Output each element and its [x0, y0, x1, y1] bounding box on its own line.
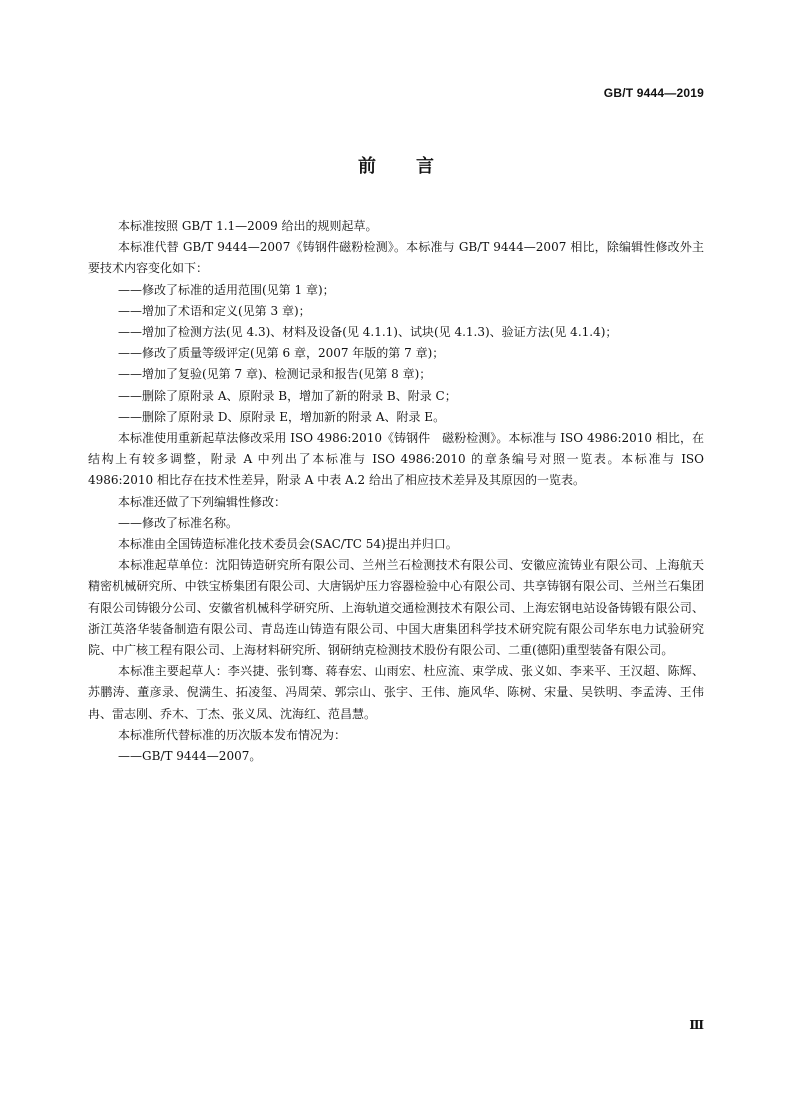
foreword-body [88, 216, 704, 767]
paragraph-history: 本标准所代替标准的历次版本发布情况为： [118, 727, 347, 742]
paragraph-iso-adoption: 本标准使用重新起草法修改采用 ISO 4986:2010《铸钢件 磁粉检测》。本标准与 ISO 4986:2010 相比，在结构上有较多调整，附录 A 中列出了本标准与 ISO 4986:2010 的章条编号对照一览表。本标准与 ISO 4986:2010 相比存在技术性差异，附录 A 中表 A.2 给出了相应技术差异及其原因的一览表。 [88, 431, 704, 488]
paragraph-committee: 本标准由全国铸造标准化技术委员会(SAC/TC 54)提出并归口。 [118, 537, 458, 552]
list-item: ——修改了标准的适用范围(见第 1 章)； [118, 282, 335, 297]
standard-code: GB/T 9444—2019 [603, 86, 704, 100]
page-number: Ⅲ [689, 1018, 704, 1032]
list-item: ——GB/T 9444—2007。 [118, 749, 262, 764]
paragraph-editorial: 本标准还做了下列编辑性修改： [118, 494, 287, 509]
list-item: ——修改了标准名称。 [118, 515, 239, 530]
list-item: ——删除了原附录 A、原附录 B，增加了新的附录 B、附录 C； [118, 388, 457, 403]
paragraph-drafting-units: 本标准起草单位：沈阳铸造研究所有限公司、兰州兰石检测技术有限公司、安徽应流铸业有限公司、上海航天精密机械研究所、中铁宝桥集团有限公司、大唐锅炉压力容器检验中心有限公司、共享铸钢有限公司、兰州兰石集团有限公司铸锻分公司、安徽省机械科学研究所、上海轨道交通检测技术有限公司、上海宏钢电站设备铸锻有限公司、浙江英洛华装备制造有限公司、青岛连山铸造有限公司、中国大唐集团科学技术研究院有限公司华东电力试验研究院、中广核工程有限公司、上海材料研究所、钢研纳克检测技术股份有限公司、二重(德阳)重型装备有限公司。 [88, 558, 704, 658]
list-item: ——删除了原附录 D、原附录 E，增加新的附录 A、附录 E。 [118, 409, 446, 424]
list-item: ——增加了复验(见第 7 章)、检测记录和报告(见第 8 章)； [118, 367, 432, 382]
page-title: 前言 [358, 156, 474, 177]
paragraph-replaces: 本标准代替 GB/T 9444—2007《铸钢件磁粉检测》。本标准与 GB/T 9444—2007 相比，除编辑性修改外主要技术内容变化如下： [88, 240, 704, 276]
list-item: ——修改了质量等级评定(见第 6 章，2007 年版的第 7 章)； [118, 346, 445, 361]
list-item: ——增加了术语和定义(见第 3 章)； [118, 303, 311, 318]
paragraph-drafting-rules: 本标准按照 GB/T 1.1—2009 给出的规则起草。 [118, 219, 378, 233]
paragraph-drafters: 本标准主要起草人：李兴捷、张钊骞、蒋春宏、山雨宏、杜应流、束学成、张义如、李来平、王汉超、陈辉、苏鹏涛、董彦录、倪满生、拓凌玺、冯周荣、郭宗山、张宇、王伟、施风华、陈树、宋量、吴铁明、李孟涛、王伟冉、雷志刚、乔木、丁杰、张义凤、沈海红、范昌慧。 [88, 664, 704, 721]
list-item: ——增加了检测方法(见 4.3)、材料及设备(见 4.1.1)、试块(见 4.1.3)、验证方法(见 4.1.4)； [118, 325, 618, 340]
